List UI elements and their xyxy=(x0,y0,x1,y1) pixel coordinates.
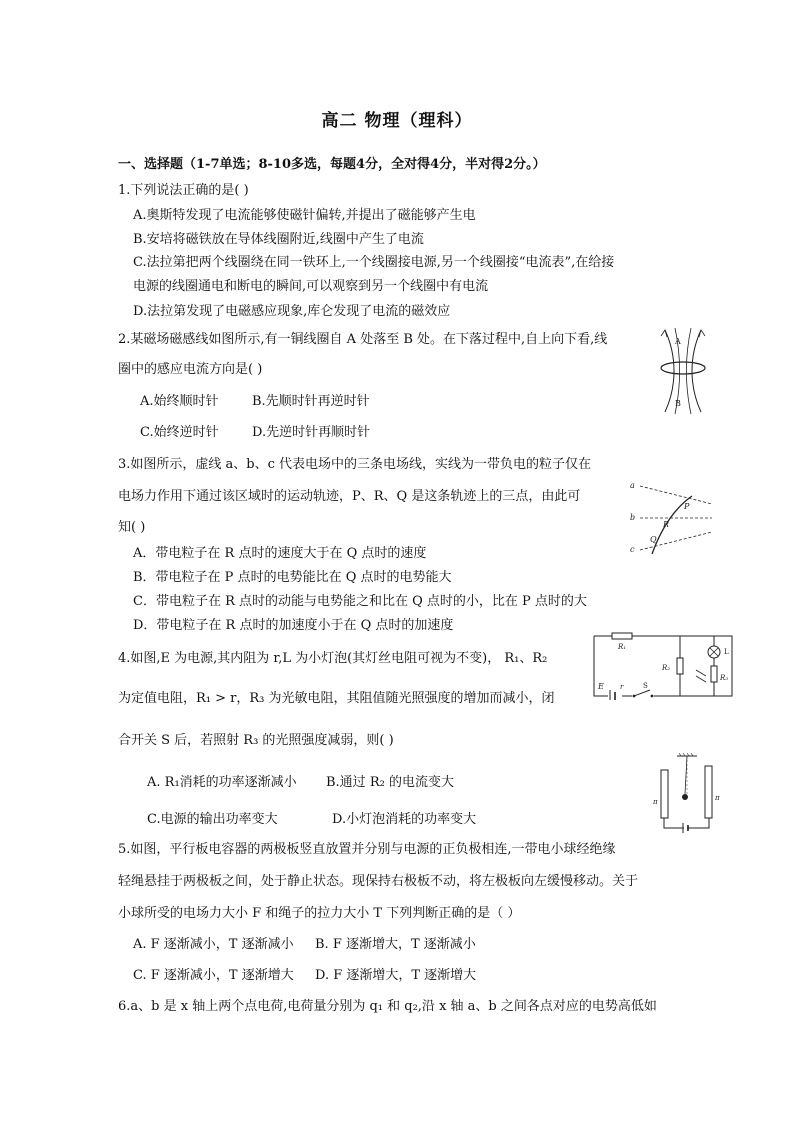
q5-stem-cont: 轻绳悬挂于两极板之间，处于静止状态。现保持右极板不动，将左极板向左缓慢移动。关于 xyxy=(118,874,639,889)
fig-line-b: b xyxy=(630,513,636,522)
q5-option-a: A. F 逐渐减小，T 逐渐减小 xyxy=(133,937,294,952)
fig-point-p: P xyxy=(684,502,690,511)
fig-line-a: a xyxy=(630,481,635,490)
q5-option-c: C. F 逐渐减小，T 逐渐增大 xyxy=(133,968,294,983)
q2-stem-cont: 圈中的感应电流方向是( ) xyxy=(118,362,263,377)
q3-option-d: D．带电粒子在 R 点时的加速度小于在 Q 点时的加速度 xyxy=(133,618,454,633)
q1-option-a: A.奥斯特发现了电流能够使磁针偏转,并提出了磁能够产生电 xyxy=(133,208,476,223)
q4-option-b: B.通过 R₂ 的电流变大 xyxy=(326,775,454,790)
magnetic-field-figure xyxy=(653,326,713,416)
q5-option-d: D. F 逐渐增大，T 逐渐增大 xyxy=(315,968,477,983)
q3-stem-cont2: 知( ) xyxy=(118,520,146,535)
fig-right-plate-label: π xyxy=(715,794,720,802)
q4-stem-cont2: 合开关 S 后，若照射 R₃ 的光照强度减弱，则( ) xyxy=(118,733,394,748)
electric-field-figure xyxy=(626,474,716,556)
fig-label-a: A xyxy=(675,337,681,346)
q2-option-b: B.先顺时针再逆时针 xyxy=(252,394,370,409)
fig-r3-label: R₃ xyxy=(720,674,729,682)
fig-left-plate-label: π xyxy=(653,798,658,806)
q3-stem: 3.如图所示，虚线 a、b、c 代表电场中的三条电场线，实线为一带负电的粒子仅在 xyxy=(118,457,592,472)
q3-option-a: A．带电粒子在 R 点时的速度大于在 Q 点时的速度 xyxy=(133,546,427,561)
fig-s-label: S xyxy=(643,682,648,690)
fig-r-label: r xyxy=(620,683,624,691)
fig-r2-label: R₂ xyxy=(662,664,671,672)
page-title: 高二 物理（理科） xyxy=(321,111,473,131)
q5-option-b: B. F 逐渐增大，T 逐渐减小 xyxy=(315,937,476,952)
circuit-figure xyxy=(588,632,738,700)
q1-option-b: B.安培将磁铁放在导体线圈附近,线圈中产生了电流 xyxy=(133,232,424,247)
q2-option-a: A.始终顺时针 xyxy=(140,394,219,409)
q3-option-b: B．带电粒子在 P 点时的电势能比在 Q 点时的电势能大 xyxy=(133,570,452,585)
fig-point-r: R xyxy=(663,520,670,529)
q3-stem-cont: 电场力作用下通过该区域时的运动轨迹，P、R、Q 是这条轨迹上的三点，由此可 xyxy=(118,489,581,504)
fig-e-label: E xyxy=(598,682,604,691)
q2-option-c: C.始终逆时针 xyxy=(140,425,219,440)
q5-stem: 5.如图，平行板电容器的两极板竖直放置并分别与电源的正负极相连,一带电小球经绝缘 xyxy=(118,842,616,857)
q2-option-d: D.先逆时针再顺时针 xyxy=(252,425,371,440)
q3-option-c: C．带电粒子在 R 点时的动能与电势能之和比在 Q 点时的小，比在 P 点时的大 xyxy=(133,594,587,609)
q6-stem: 6.a、b 是 x 轴上两个点电荷,电荷量分别为 q₁ 和 q₂,沿 x 轴 a、b 之间各点对应的电势高低如 xyxy=(118,999,657,1014)
section-heading: 一、选择题（1-7单选；8-10多选，每题4分，全对得4分，半对得2分。） xyxy=(118,157,546,172)
fig-label-b: B xyxy=(675,399,681,408)
q1-option-c-cont: 电源的线圈通电和断电的瞬间,可以观察到另一个线圈中有电流 xyxy=(133,279,489,294)
q2-stem: 2.某磁场磁感线如图所示,有一铜线圈自 A 处落至 B 处。在下落过程中,自上向下看,线 xyxy=(118,332,608,347)
q4-option-d: D.小灯泡消耗的功率变大 xyxy=(332,812,477,827)
fig-lamp-label: L xyxy=(724,648,729,656)
capacitor-figure xyxy=(643,752,733,834)
fig-point-q: Q xyxy=(650,535,657,544)
q1-option-c: C.法拉第把两个线圈绕在同一铁环上,一个线圈接电源,另一个线圈接“电流表”,在给接 xyxy=(133,255,615,270)
q4-option-a: A. R₁消耗的功率逐渐减小 xyxy=(147,775,297,790)
q1-stem: 1.下列说法正确的是( ) xyxy=(118,183,249,198)
q4-option-c: C.电源的输出功率变大 xyxy=(147,812,278,827)
q4-stem: 4.如图,E 为电源,其内阻为 r,L 为小灯泡(其灯丝电阻可视为不变)， R₁、R₂ xyxy=(118,651,548,666)
q4-stem-cont: 为定值电阻，R₁ > r，R₃ 为光敏电阻，其阻值随光照强度的增加而减小，闭 xyxy=(118,691,555,706)
q1-option-d: D.法拉第发现了电磁感应现象,库仑发现了电流的磁效应 xyxy=(133,304,451,319)
fig-line-c: c xyxy=(630,545,635,554)
q5-stem-cont2: 小球所受的电场力大小 F 和绳子的拉力大小 T 下列判断正确的是（ ） xyxy=(118,906,521,921)
fig-r1-label: R₁ xyxy=(618,643,627,651)
